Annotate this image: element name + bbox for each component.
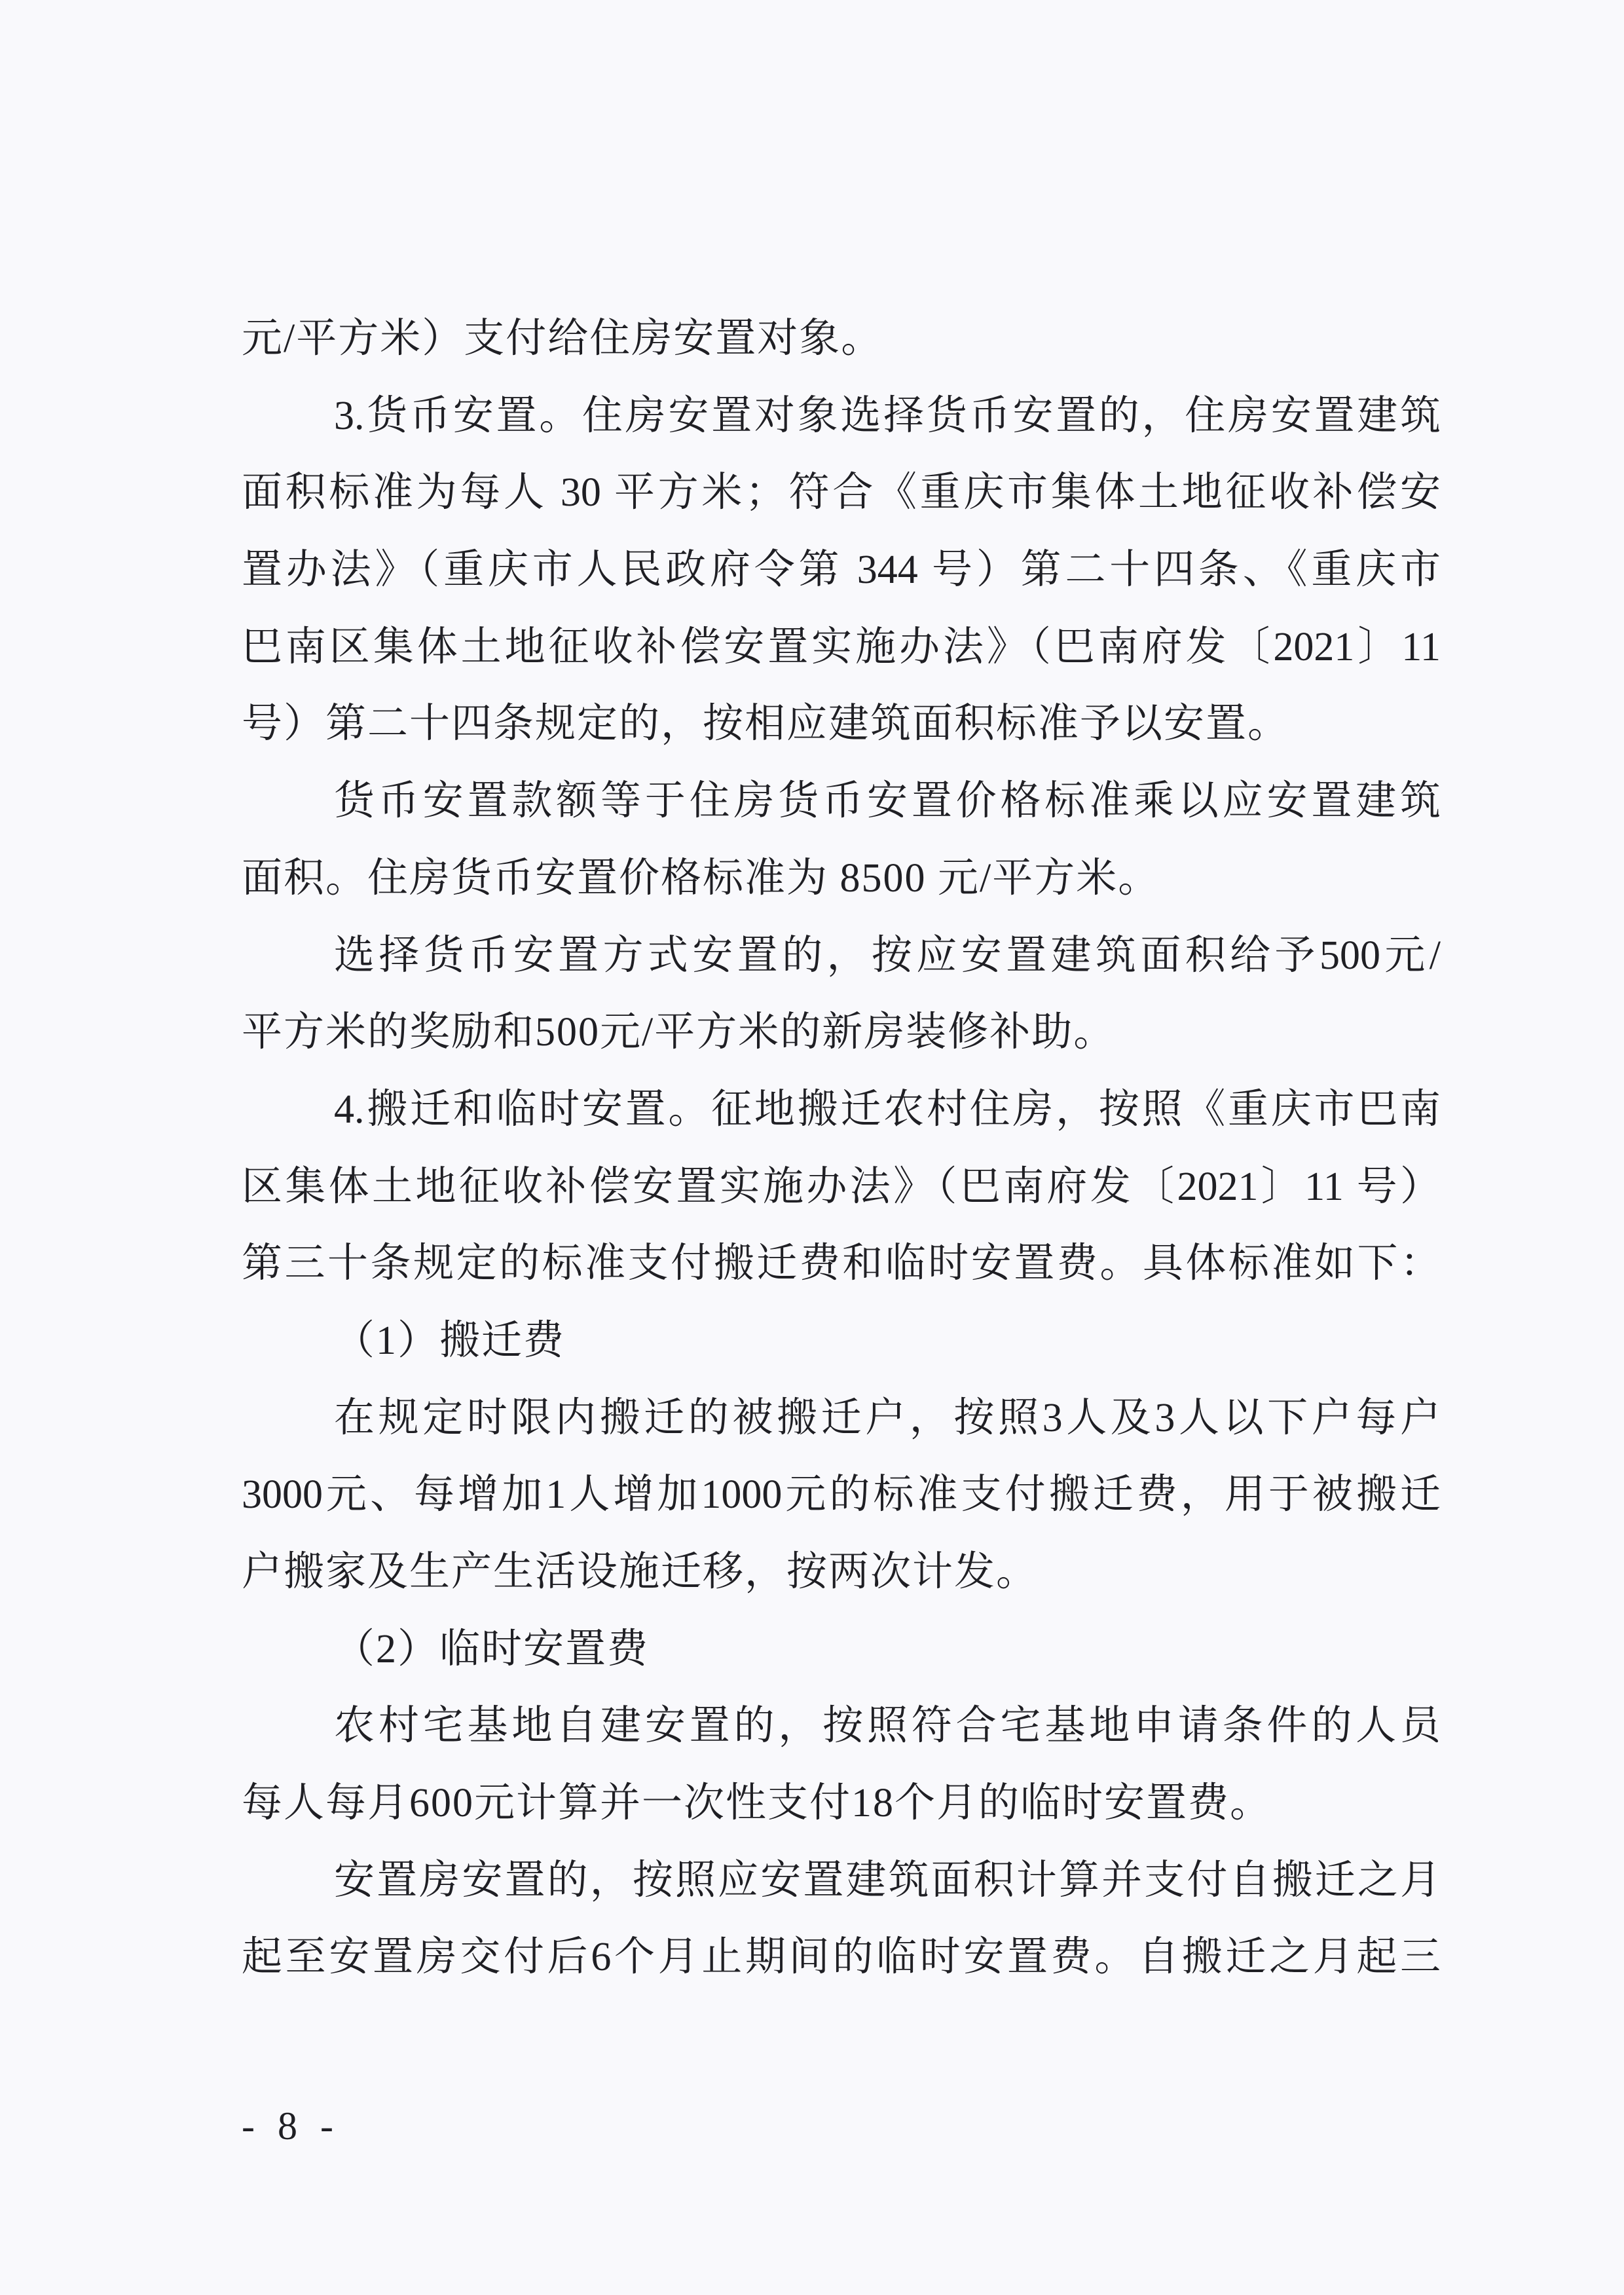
body-line: 4.搬迁和临时安置。征地搬迁农村住房，按照《重庆市巴南 [334,1087,1441,1132]
paragraph-homestead [242,1688,1441,1842]
page-number: - 8 - [242,2104,340,2148]
paragraph-monetary-reward [242,918,1441,1072]
body-line: 每人每月600元计算并一次性支付18个月的临时安置费。 [242,1781,1272,1826]
body-line: 起至安置房交付后6个月止期间的临时安置费。自搬迁之月起三 [242,1935,1441,1980]
body-line: 第三十条规定的标准支付搬迁费和临时安置费。具体标准如下： [242,1241,1441,1286]
subheading-temporary-fee [242,1611,1441,1689]
body-line: 巴南区集体土地征收补偿安置实施办法》（巴南府发〔2021〕11 [242,624,1441,669]
body-line: 平方米的奖励和500元/平方米的新房装修补助。 [242,1010,1116,1055]
body-line: 安置房安置的，按照应安置建筑面积计算并支付自搬迁之月 [334,1857,1441,1903]
body-line: 区集体土地征收补偿安置实施办法》（巴南府发〔2021〕11 号） [242,1164,1441,1209]
body-line: 户搬家及生产生活设施迁移，按两次计发。 [242,1550,1039,1594]
paragraph-resettlement-housing [242,1842,1441,1996]
paragraph-continuation [242,301,1441,378]
paragraph-monetary-amount [242,763,1441,917]
body-line: 选择货币安置方式安置的，按应安置建筑面积给予500元/ [334,933,1441,978]
body-line: 货币安置款额等于住房货币安置价格标准乘以应安置建筑 [334,779,1441,824]
subheading-line: （1）搬迁费 [334,1318,566,1363]
paragraph-relocation-fee [242,1380,1441,1611]
body-line: 面积。住房货币安置价格标准为 8500 元/平方米。 [242,855,1160,901]
body-line: 3000元、每增加1人增加1000元的标准支付搬迁费，用于被搬迁 [242,1472,1441,1518]
paragraph-monetary-resettlement [242,378,1441,763]
body-line: 置办法》（重庆市人民政府令第 344 号）第二十四条、《重庆市 [242,548,1441,593]
body-line: 面积标准为每人 30 平方米；符合《重庆市集体土地征收补偿安 [242,470,1441,515]
body-text [242,301,1441,1996]
subheading-relocation-fee [242,1303,1441,1380]
body-line: 农村宅基地自建安置的，按照符合宅基地申请条件的人员 [334,1704,1441,1749]
body-line: 号）第二十四条规定的，按相应建筑面积标准予以安置。 [242,701,1290,747]
body-line: 元/平方米）支付给住房安置对象。 [242,316,883,361]
subheading-line: （2）临时安置费 [334,1626,650,1671]
paragraph-relocation [242,1072,1441,1303]
body-line: 3.货币安置。住房安置对象选择货币安置的，住房安置建筑 [334,393,1441,438]
body-line: 在规定时限内搬迁的被搬迁户，按照3人及3人以下户每户 [334,1395,1441,1440]
